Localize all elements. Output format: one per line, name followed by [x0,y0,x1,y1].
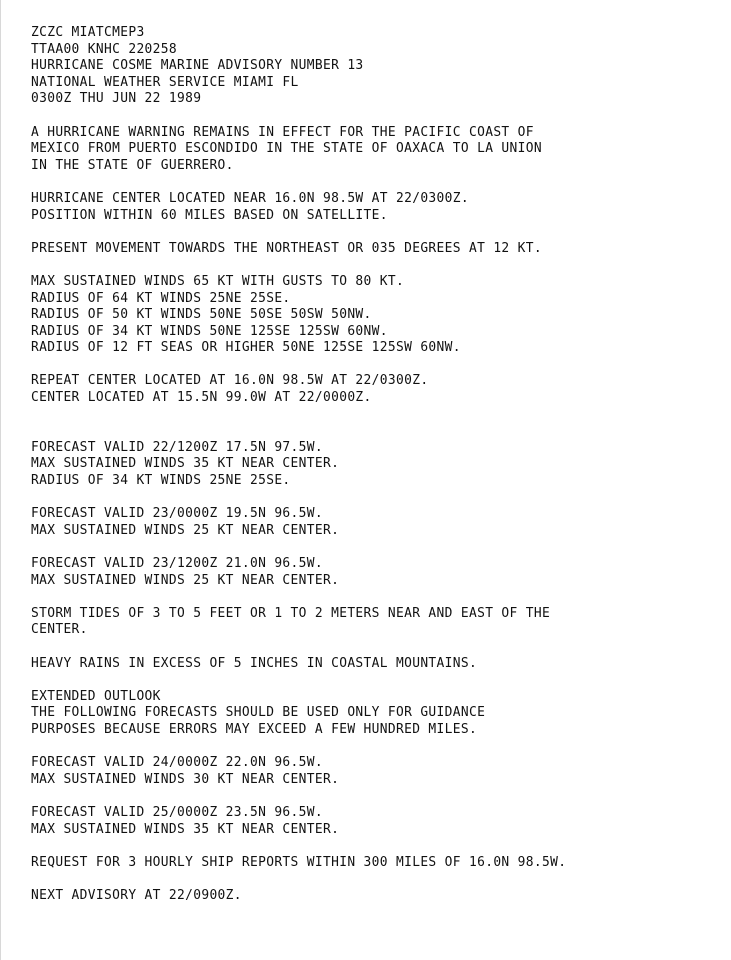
text-line: RADIUS OF 12 FT SEAS OR HIGHER 50NE 125SE 125SW 60NW. [31,340,461,356]
text-line: FORECAST VALID 25/0000Z 23.5N 96.5W. [31,804,323,820]
text-line: MAX SUSTAINED WINDS 65 KT WITH GUSTS TO 80 KT. [31,273,405,289]
advisory-text [31,25,721,904]
text-line: FORECAST VALID 23/1200Z 21.0N 96.5W. [31,556,323,571]
text-line: FORECAST VALID 24/0000Z 22.0N 96.5W. [31,755,323,771]
blank-line [31,639,721,656]
next-advisory-paragraph [31,888,721,905]
text-line: NEXT ADVISORY AT 22/0900Z. [31,887,242,903]
text-line: A HURRICANE WARNING REMAINS IN EFFECT FOR THE PACIFIC COAST OF [31,124,534,140]
text-line: IN THE STATE OF GUERRERO. [31,157,234,173]
blank-line [31,788,721,805]
text-line: CENTER LOCATED AT 15.5N 99.0W AT 22/0000Z. [31,390,372,406]
blank-line [31,539,721,556]
text-line: THE FOLLOWING FORECASTS SHOULD BE USED ONLY FOR GUIDANCE [31,705,486,721]
text-line: MAX SUSTAINED WINDS 25 KT NEAR CENTER. [31,522,340,538]
text-line: REPEAT CENTER LOCATED AT 16.0N 98.5W AT 22/0300Z. [31,373,429,389]
text-line: MEXICO FROM PUERTO ESCONDIDO IN THE STATE OF OAXACA TO LA UNION [31,141,542,157]
text-line: RADIUS OF 34 KT WINDS 25NE 25SE. [31,473,291,489]
text-line: 0300Z THU JUN 22 1989 [31,91,202,107]
text-line: PRESENT MOVEMENT TOWARDS THE NORTHEAST OR 035 DEGREES AT 12 KT. [31,240,542,256]
text-line: EXTENDED OUTLOOK [31,688,161,704]
request-paragraph [31,855,721,872]
forecast-paragraph-3 [31,556,721,589]
blank-line [31,871,721,888]
text-line: HEAVY RAINS IN EXCESS OF 5 INCHES IN COASTAL MOUNTAINS. [31,655,478,671]
page-edge-rule [0,0,1,960]
blank-line [31,838,721,855]
blank-line [31,739,721,756]
tides-paragraph [31,606,721,639]
text-line: MAX SUSTAINED WINDS 35 KT NEAR CENTER. [31,456,340,472]
movement-paragraph [31,241,721,258]
blank-line [31,589,721,606]
repeat-paragraph [31,373,721,406]
text-line: HURRICANE CENTER LOCATED NEAR 16.0N 98.5W AT 22/0300Z. [31,190,469,206]
blank-line [31,174,721,191]
text-line: REQUEST FOR 3 HOURLY SHIP REPORTS WITHIN 300 MILES OF 16.0N 98.5W. [31,854,567,870]
blank-line [31,490,721,507]
blank-line [31,224,721,241]
text-line: RADIUS OF 50 KT WINDS 50NE 50SE 50SW 50NW. [31,307,372,323]
blank-line [31,672,721,689]
header-block [31,25,721,108]
blank-line [31,257,721,274]
forecast-paragraph-1 [31,440,721,490]
blank-line [31,407,721,424]
text-line: FORECAST VALID 22/1200Z 17.5N 97.5W. [31,439,323,455]
warning-paragraph [31,125,721,175]
text-line: RADIUS OF 64 KT WINDS 25NE 25SE. [31,290,291,306]
text-line: FORECAST VALID 23/0000Z 19.5N 96.5W. [31,506,323,522]
text-line: MAX SUSTAINED WINDS 35 KT NEAR CENTER. [31,821,340,837]
winds-paragraph [31,274,721,357]
text-line: MAX SUSTAINED WINDS 30 KT NEAR CENTER. [31,771,340,787]
text-line: CENTER. [31,622,88,638]
forecast-paragraph-4 [31,755,721,788]
forecast-paragraph-5 [31,805,721,838]
blank-line [31,108,721,125]
text-line: PURPOSES BECAUSE ERRORS MAY EXCEED A FEW HUNDRED MILES. [31,721,478,737]
text-line: MAX SUSTAINED WINDS 25 KT NEAR CENTER. [31,572,340,588]
outlook-paragraph [31,689,721,739]
text-line: ZCZC MIATCMEP3 [31,25,145,40]
rains-paragraph [31,656,721,673]
blank-line [31,423,721,440]
text-line: STORM TIDES OF 3 TO 5 FEET OR 1 TO 2 METERS NEAR AND EAST OF THE [31,605,551,621]
center-paragraph [31,191,721,224]
forecast-paragraph-2 [31,506,721,539]
text-line: NATIONAL WEATHER SERVICE MIAMI FL [31,74,299,90]
text-line: POSITION WITHIN 60 MILES BASED ON SATELLITE. [31,207,388,223]
text-line: TTAA00 KNHC 220258 [31,41,177,57]
text-line: RADIUS OF 34 KT WINDS 50NE 125SE 125SW 60NW. [31,323,388,339]
text-line: HURRICANE COSME MARINE ADVISORY NUMBER 13 [31,58,364,74]
blank-line [31,357,721,374]
